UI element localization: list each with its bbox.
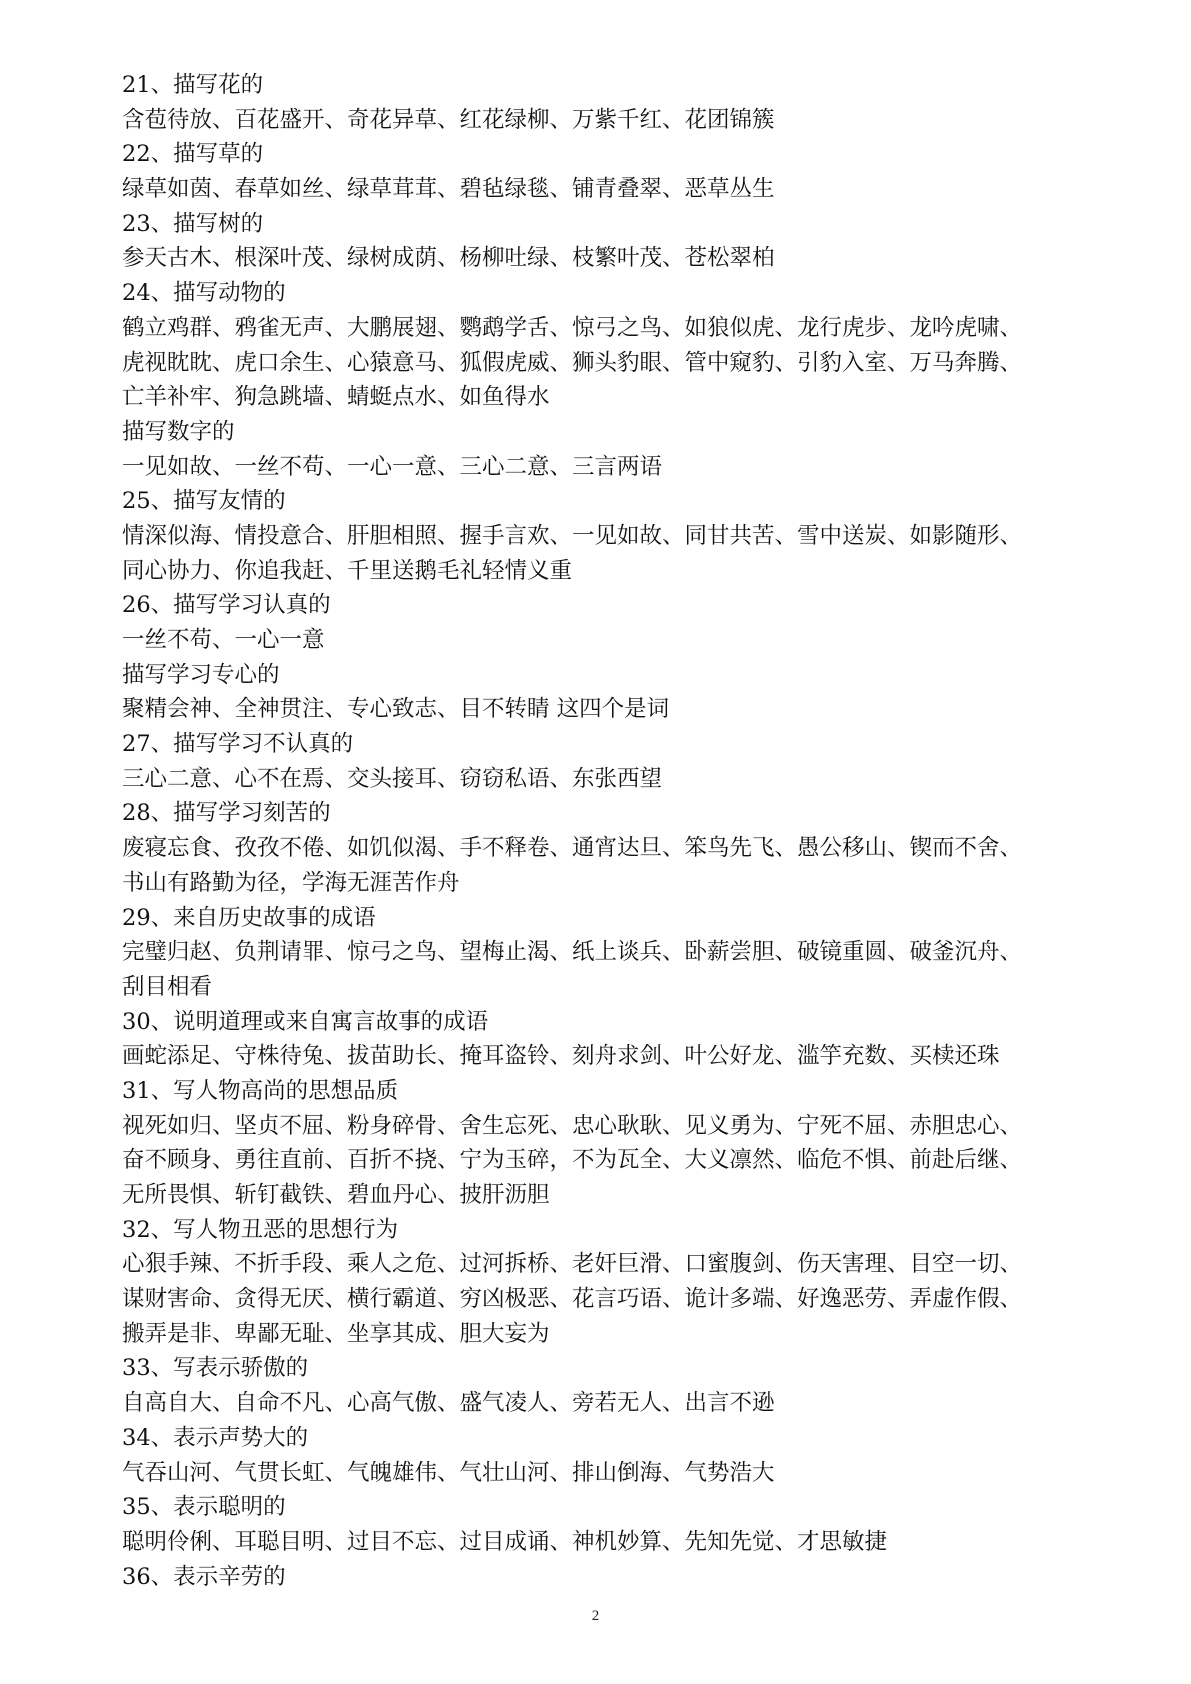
section-heading: 26、描写学习认真的 [122, 592, 331, 619]
idiom-list-line: 废寝忘食、孜孜不倦、如饥似渴、手不释卷、通宵达旦、笨鸟先飞、愚公移山、锲而不舍、 [122, 835, 1023, 862]
idiom-list-line: 画蛇添足、守株待兔、拔苗助长、掩耳盗铃、刻舟求剑、叶公好龙、滥竽充数、买椟还珠 [122, 1043, 1000, 1070]
idiom-list-line: 参天古木、根深叶茂、绿树成荫、杨柳吐绿、枝繁叶茂、苍松翠柏 [122, 245, 775, 272]
section-heading: 28、描写学习刻苦的 [122, 800, 331, 827]
document-body [122, 68, 1092, 1594]
section-heading: 描写学习专心的 [122, 661, 280, 688]
idiom-list-line: 含苞待放、百花盛开、奇花异草、红花绿柳、万紫千红、花团锦簇 [122, 106, 775, 133]
idiom-list-line: 视死如归、坚贞不屈、粉身碎骨、舍生忘死、忠心耿耿、见义勇为、宁死不屈、赤胆忠心、 [122, 1112, 1023, 1139]
idiom-list-line: 无所畏惧、斩钉截铁、碧血丹心、披肝沥胆 [122, 1182, 550, 1208]
idiom-list-line: 情深似海、情投意合、肝胆相照、握手言欢、一见如故、同甘共苦、雪中送炭、如影随形、 [122, 522, 1023, 549]
idiom-list-line: 完璧归赵、负荆请罪、惊弓之鸟、望梅止渴、纸上谈兵、卧薪尝胆、破镜重圆、破釜沉舟、 [122, 939, 1023, 966]
idiom-list-line: 谋财害命、贪得无厌、横行霸道、穷凶极恶、花言巧语、诡计多端、好逸恶劳、弄虚作假、 [122, 1286, 1023, 1313]
idiom-list-line: 三心二意、心不在焉、交头接耳、窃窃私语、东张西望 [122, 765, 663, 792]
section-heading: 25、描写友情的 [122, 488, 286, 515]
section-heading: 33、写表示骄傲的 [122, 1355, 309, 1382]
section-heading: 22、描写草的 [122, 141, 264, 168]
section-heading: 36、表示辛劳的 [122, 1563, 286, 1590]
section-heading: 27、描写学习不认真的 [122, 731, 354, 758]
page-number: 2 [591, 1608, 600, 1624]
idiom-list-line: 鹤立鸡群、鸦雀无声、大鹏展翅、鹦鹉学舌、惊弓之鸟、如狼似虎、龙行虎步、龙吟虎啸、 [122, 314, 1023, 341]
idiom-list-line: 搬弄是非、卑鄙无耻、坐享其成、胆大妄为 [122, 1320, 550, 1347]
section-heading: 30、说明道理或来自寓言故事的成语 [122, 1008, 489, 1035]
idiom-list-line: 气吞山河、气贯长虹、气魄雄伟、气壮山河、排山倒海、气势浩大 [122, 1459, 775, 1486]
section-heading: 23、描写树的 [122, 210, 264, 237]
idiom-list-line: 自高自大、自命不凡、心高气傲、盛气凌人、旁若无人、出言不逊 [122, 1390, 775, 1417]
section-heading: 21、描写花的 [122, 72, 264, 98]
idiom-list-line: 书山有路勤为径，学海无涯苦作舟 [122, 869, 460, 896]
idiom-list-line: 一见如故、一丝不苟、一心一意、三心二意、三言两语 [122, 453, 663, 480]
section-heading: 34、表示声势大的 [122, 1424, 309, 1451]
section-heading: 24、描写动物的 [122, 280, 286, 307]
idiom-list-line: 聪明伶俐、耳聪目明、过目不忘、过目成诵、神机妙算、先知先觉、才思敏捷 [122, 1528, 888, 1555]
idiom-list-line: 同心协力、你追我赶、千里送鹅毛礼轻情义重 [122, 557, 573, 584]
idiom-list-line: 一丝不苟、一心一意 [122, 627, 325, 653]
idiom-list-line: 聚精会神、全神贯注、专心致志、目不转睛 这四个是词 [122, 696, 670, 723]
section-heading: 描写数字的 [122, 418, 235, 445]
idiom-list-line: 奋不顾身、勇往直前、百折不挠、宁为玉碎，不为瓦全、大义凛然、临危不惧、前赴后继、 [122, 1147, 1023, 1174]
idiom-list-line: 绿草如茵、春草如丝、绿草茸茸、碧毡绿毯、铺青叠翠、恶草丛生 [122, 176, 775, 203]
idiom-list-line: 刮目相看 [122, 973, 213, 1000]
section-heading: 35、表示聪明的 [122, 1494, 286, 1521]
section-heading: 32、写人物丑恶的思想行为 [122, 1216, 399, 1243]
section-heading: 29、来自历史故事的成语 [122, 904, 376, 931]
idiom-list-line: 虎视眈眈、虎口余生、心猿意马、狐假虎威、狮头豹眼、管中窥豹、引豹入室、万马奔腾、 [122, 349, 1023, 376]
idiom-list-line: 亡羊补牢、狗急跳墙、蜻蜓点水、如鱼得水 [122, 384, 550, 411]
idiom-list-line: 心狠手辣、不折手段、乘人之危、过河拆桥、老奸巨滑、口蜜腹剑、伤天害理、目空一切、 [122, 1251, 1023, 1278]
section-heading: 31、写人物高尚的思想品质 [122, 1077, 399, 1104]
